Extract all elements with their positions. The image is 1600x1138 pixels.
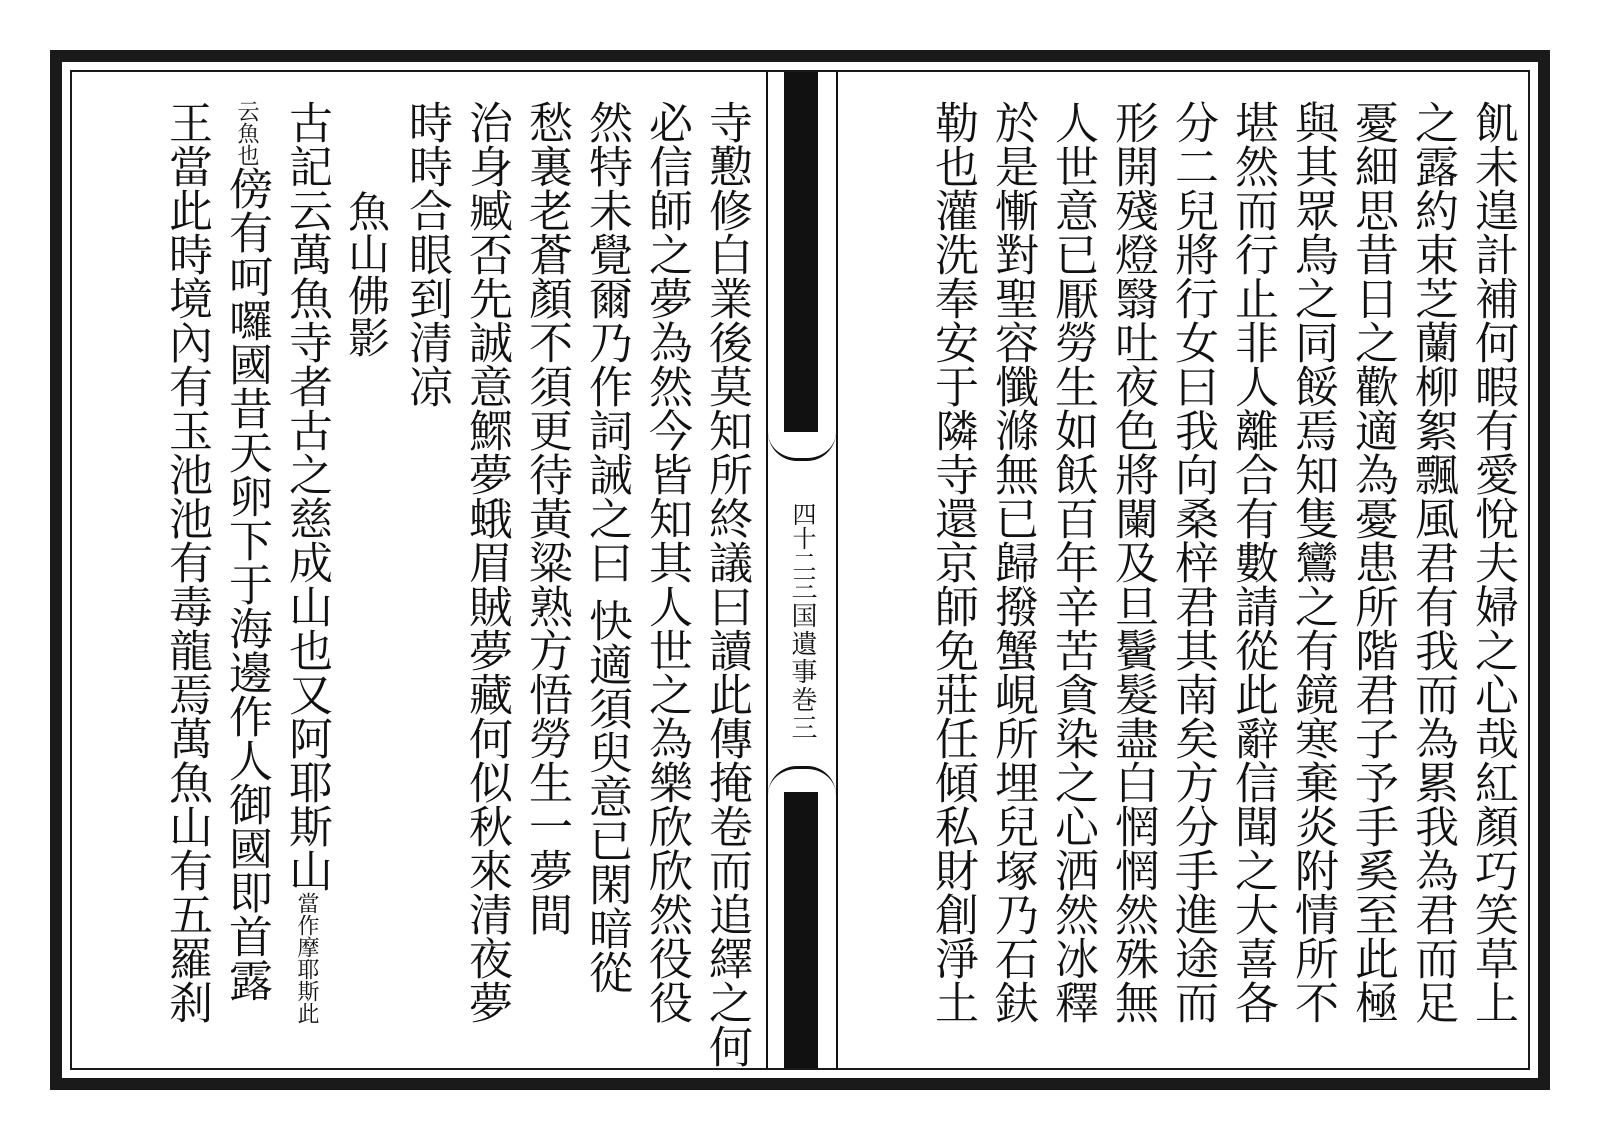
text-column: 治身臧否先誠意鰥夢蛾眉賊夢藏何似秋來清夜夢: [461, 100, 512, 1024]
column-text: 王當此時境內有玉池池有毒龍焉萬魚山有五羅刹: [161, 100, 212, 1024]
text-column: 時時合眼到清凉: [401, 100, 452, 408]
text-column: 必信師之夢為然今皆知其人世之為樂欣欣然役役: [641, 100, 692, 1024]
text-column: 憂細思昔日之歡適為憂患所階君子予手奚至此極: [1347, 100, 1398, 1024]
column-text: 古記云萬魚寺者古之慈成山也又阿耶斯山: [281, 100, 332, 892]
right-page: [842, 72, 1528, 1068]
interlinear-note: 當作摩耶斯此: [294, 892, 319, 1024]
book-spread: [50, 50, 1550, 1090]
text-column: [272, 100, 332, 1056]
page-number: 四十二: [788, 501, 816, 574]
center-margin-label: [772, 467, 832, 762]
text-column: 愁裏老蒼顏不須更待黃粱熟方悟勞生一夢間: [521, 100, 572, 936]
text-column: 於是慚對聖容懺滌無已歸撥蟹峴所埋兒塚乃石鈇: [987, 100, 1038, 1024]
fold-rule: [836, 72, 838, 1068]
inner-frame: [70, 70, 1530, 1070]
text-column: 勒也灌洗奉安于隣寺還京師免莊任傾私財創淨土: [927, 100, 978, 1024]
left-page-columns: [82, 100, 752, 1068]
text-column: 形開殘燈翳吐夜色將闌及旦鬢髮盡白惘惘然殊無: [1107, 100, 1158, 1024]
interlinear-note: 云魚也: [234, 100, 259, 166]
fish-tail-top: [768, 432, 836, 461]
black-mouth-bottom: [784, 792, 818, 1068]
black-mouth-top: [784, 72, 818, 432]
text-column: 人世意已厭勞生如飫百年辛苦貪染之心洒然冰釋: [1047, 100, 1098, 1024]
text-column: 堪然而行止非人離合有數請從此辭信聞之大喜各: [1227, 100, 1278, 1024]
right-page-columns: [852, 100, 1518, 1056]
column-text: 傍有呵囉國昔天卵下于海邊作人御國即首露: [221, 166, 272, 1002]
left-page: [72, 72, 762, 1068]
text-column: 之露約束芝蘭柳絮飄風君有我而為累我為君而足: [1407, 100, 1458, 1024]
text-column: 然特未覺爾乃作詞誡之曰 快適須臾意已閑暗從: [581, 100, 632, 994]
fish-tail-bottom: [768, 766, 836, 795]
text-column: [212, 100, 272, 1056]
text-column: 與其眾鳥之同餒焉知隻鸞之有鏡寒棄炎附情所不: [1287, 100, 1338, 1024]
fold-rule: [766, 72, 768, 1068]
book-title: 三国遺事巻三: [787, 573, 817, 742]
text-column: 飢未遑計補何暇有愛悅夫婦之心哉紅顏巧笑草上: [1467, 100, 1518, 1024]
section-title: 魚山佛影: [342, 190, 391, 358]
text-column: [152, 100, 212, 1056]
text-column: 分二兒將行女曰我向桑梓君其南矣方分手進途而: [1167, 100, 1218, 1024]
center-fold: [762, 72, 842, 1068]
text-column: 寺懃修白業後莫知所終議曰讀此傳掩卷而追繹之何: [701, 100, 752, 1068]
